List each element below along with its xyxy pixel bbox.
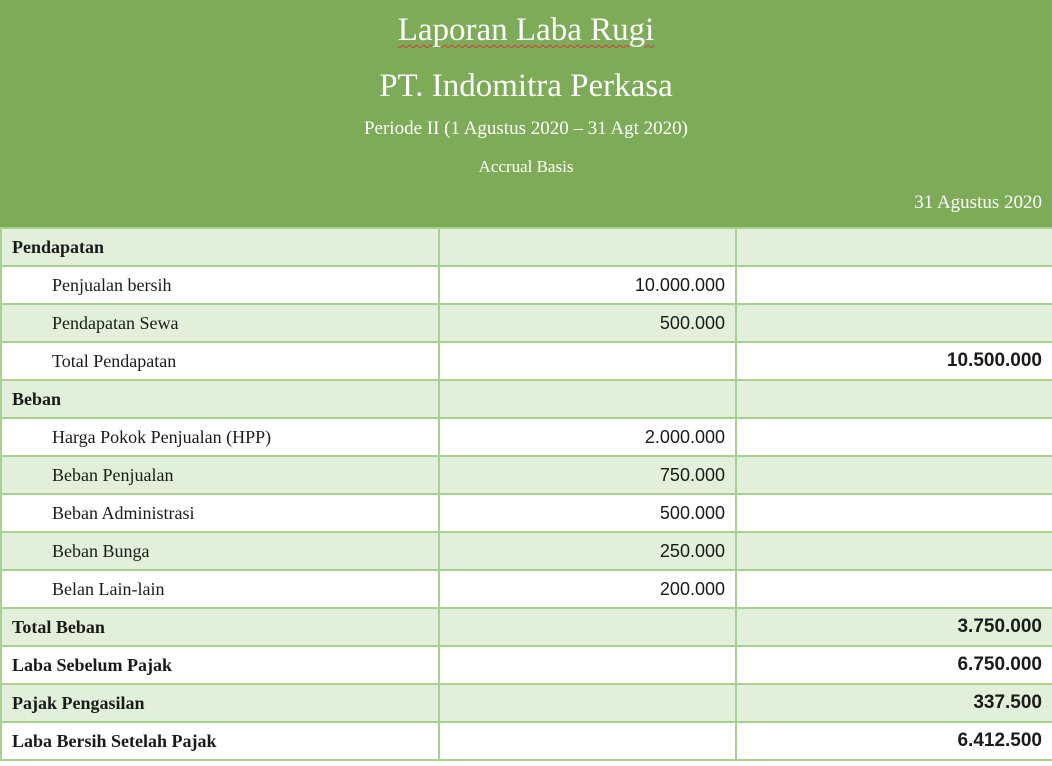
row-total: 337.500: [736, 684, 1052, 722]
table-row-laba-sebelum-pajak: [1, 646, 1052, 684]
report-title: [0, 10, 1052, 50]
company-name: PT. Indomitra Perkasa: [379, 68, 673, 104]
row-label: Beban Penjualan: [1, 456, 439, 494]
row-label: Total Beban: [1, 608, 439, 646]
row-total: 10.500.000: [736, 342, 1052, 380]
row-label: Harga Pokok Penjualan (HPP): [1, 418, 439, 456]
table-row-hpp: [1, 418, 1052, 456]
table-row-pendapatan-sewa: [1, 304, 1052, 342]
row-total: [736, 456, 1052, 494]
table-row-laba-bersih: [1, 722, 1052, 760]
row-amount: 500.000: [439, 494, 736, 532]
table-row-beban-lain-lain: [1, 570, 1052, 608]
row-total: 6.412.500: [736, 722, 1052, 760]
row-amount: 200.000: [439, 570, 736, 608]
report-title-text: Laporan Laba Rugi: [397, 12, 655, 48]
row-label: Beban Bunga: [1, 532, 439, 570]
row-total: [736, 380, 1052, 418]
row-label: Beban: [1, 380, 439, 418]
table-row-total-pendapatan: [1, 342, 1052, 380]
row-amount: [439, 342, 736, 380]
row-total: [736, 418, 1052, 456]
income-statement-table: [0, 227, 1052, 761]
table-row-pendapatan: [1, 228, 1052, 266]
table-row-beban: [1, 380, 1052, 418]
table-row-penjualan-bersih: [1, 266, 1052, 304]
row-label: Laba Sebelum Pajak: [1, 646, 439, 684]
row-label: Laba Bersih Setelah Pajak: [1, 722, 439, 760]
row-amount: [439, 228, 736, 266]
row-label: Beban Administrasi: [1, 494, 439, 532]
row-amount: [439, 646, 736, 684]
row-amount: [439, 684, 736, 722]
accounting-basis: Accrual Basis: [478, 157, 574, 176]
row-total: [736, 228, 1052, 266]
row-label: Pendapatan: [1, 228, 439, 266]
row-total: 6.750.000: [736, 646, 1052, 684]
row-amount: 500.000: [439, 304, 736, 342]
row-label: Belan Lain-lain: [1, 570, 439, 608]
row-amount: 750.000: [439, 456, 736, 494]
table-row-beban-bunga: [1, 532, 1052, 570]
row-amount: [439, 722, 736, 760]
table-row-beban-penjualan: [1, 456, 1052, 494]
row-amount: [439, 380, 736, 418]
row-total: [736, 532, 1052, 570]
row-total: [736, 266, 1052, 304]
table-row-total-beban: [1, 608, 1052, 646]
row-label: Total Pendapatan: [1, 342, 439, 380]
row-label: Pajak Pengasilan: [1, 684, 439, 722]
row-amount: 2.000.000: [439, 418, 736, 456]
row-total: [736, 494, 1052, 532]
report-date: 31 Agustus 2020: [914, 192, 1042, 213]
row-total: 3.750.000: [736, 608, 1052, 646]
row-amount: 250.000: [439, 532, 736, 570]
row-total: [736, 304, 1052, 342]
report-period: Periode II (1 Agustus 2020 – 31 Agt 2020): [363, 118, 689, 139]
row-total: [736, 570, 1052, 608]
report-header: [0, 0, 1052, 227]
row-amount: 10.000.000: [439, 266, 736, 304]
table-row-pajak-pengasilan: [1, 684, 1052, 722]
table-row-beban-administrasi: [1, 494, 1052, 532]
row-label: Pendapatan Sewa: [1, 304, 439, 342]
row-label: Penjualan bersih: [1, 266, 439, 304]
row-amount: [439, 608, 736, 646]
